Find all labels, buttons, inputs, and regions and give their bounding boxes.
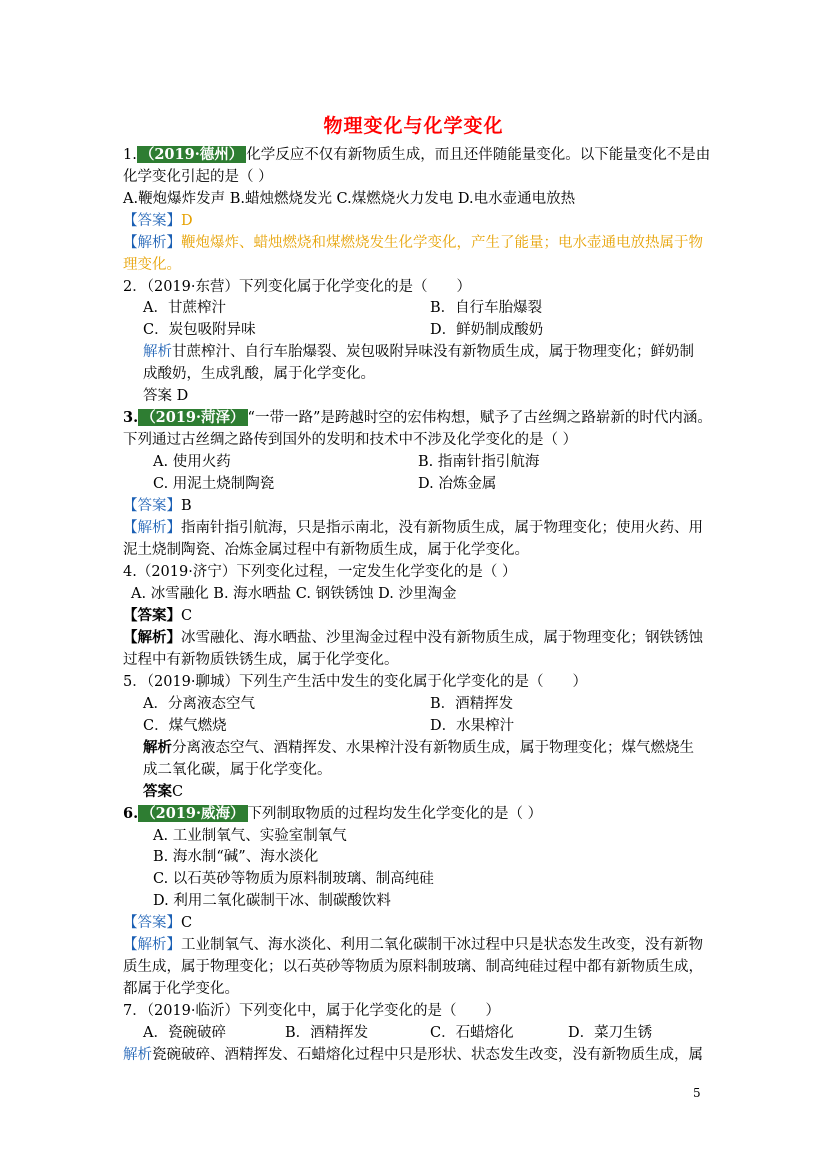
q6-analysis-line1	[123, 935, 703, 955]
q3-analysis-text: 指南针指引航海，只是指示南北，没有新物质生成，属于物理变化；使用火药、用	[181, 520, 703, 536]
q7-analysis-label: 解析	[123, 1047, 152, 1063]
page-number: 5	[693, 1086, 701, 1100]
q4-answer	[123, 606, 192, 626]
q3-option-b: B. 指南针指引航海	[418, 454, 540, 470]
q7-option-a: A．瓷碗破碎	[143, 1025, 226, 1041]
q4-analysis-text: 冰雪融化、海水晒盐、沙里淘金过程中没有新物质生成，属于物理变化；钢铁锈蚀	[181, 630, 703, 646]
q7-analysis-text: 瓷碗破碎、酒精挥发、石蜡熔化过程中只是形状、状态发生改变，没有新物质生成，属	[152, 1047, 703, 1063]
q6-answer-label: 【答案】	[123, 915, 181, 931]
q5-answer-label: 答案	[143, 783, 172, 800]
q3-number: 3.	[123, 409, 139, 426]
q1-answer	[123, 211, 193, 231]
q5-analysis-line2: 成二氧化碳，属于化学变化。	[143, 762, 332, 778]
q6-stem	[123, 804, 542, 824]
q2-analysis-text: 甘蔗榨汁、自行车胎爆裂、炭包吸附异味没有新物质生成，属于物理变化；鲜奶制	[172, 344, 694, 360]
q3-analysis-label: 【解析】	[123, 520, 181, 536]
q6-option-c: C. 以石英砂等物质为原料制玻璃、制高纯硅	[153, 871, 434, 887]
q5-option-a: A．分离液态空气	[143, 696, 255, 712]
q3-analysis-line2: 泥土烧制陶瓷、冶炼金属过程中有新物质生成，属于化学变化。	[123, 542, 529, 558]
q2-answer: 答案 D	[143, 388, 189, 404]
q4-answer-value: C	[181, 608, 193, 624]
q7-option-c: C．石蜡熔化	[430, 1025, 514, 1041]
q2-analysis-label: 解析	[143, 344, 172, 360]
q3-answer	[123, 496, 192, 516]
q3-option-a: A. 使用火药	[153, 454, 231, 470]
q5-analysis-label: 解析	[143, 739, 172, 756]
q6-source-tag: （2019·威海）	[138, 805, 247, 822]
q1-stem-line1	[123, 145, 710, 165]
q3-answer-value: B	[181, 498, 192, 514]
q4-analysis-line2: 过程中有新物质铁锈生成，属于化学变化。	[123, 652, 399, 668]
q6-number: 6.	[123, 805, 139, 822]
q4-options: A. 冰雪融化 B. 海水晒盐 C. 钢铁锈蚀 D. 沙里淘金	[131, 586, 457, 602]
q1-answer-value: D	[181, 213, 193, 229]
q6-answer-value: C	[181, 915, 193, 931]
q4-stem: 4.（2019·济宁）下列变化过程，一定发生化学变化的是（ ）	[123, 564, 517, 580]
q1-stem-line2: 化学变化引起的是（ ）	[123, 169, 273, 185]
q6-analysis-text: 工业制氧气、海水淡化、利用二氧化碳制干冰过程中只是状态发生改变，没有新物	[181, 937, 703, 953]
q1-answer-label: 【答案】	[123, 213, 181, 229]
q1-analysis-text: 鞭炮爆炸、蜡烛燃烧和煤燃烧发生化学变化，产生了能量；电水壶通电放热属于物	[181, 235, 703, 251]
q2-analysis-line1	[143, 342, 694, 362]
q3-option-c: C. 用泥土烧制陶瓷	[153, 476, 275, 492]
q5-option-c: C．煤气燃烧	[143, 718, 227, 734]
q3-analysis-line1	[123, 518, 703, 538]
q3-stem-line2: 下列通过古丝绸之路传到国外的发明和技术中不涉及化学变化的是（ ）	[123, 432, 578, 448]
q1-analysis-line1	[123, 233, 703, 253]
q2-option-d: D．鲜奶制成酸奶	[430, 322, 544, 338]
q2-option-a: A．甘蔗榨汁	[143, 300, 226, 316]
q2-stem: 2．（2019·东营）下列变化属于化学变化的是（ ）	[123, 279, 471, 295]
q5-analysis-text: 分离液态空气、酒精挥发、水果榨汁没有新物质生成，属于物理变化；煤气燃烧生	[172, 740, 694, 756]
q7-analysis-line1	[123, 1045, 703, 1065]
q6-option-d: D. 利用二氧化碳制干冰、制碳酸饮料	[153, 893, 391, 909]
q6-analysis-line3: 都属于化学变化。	[123, 981, 239, 997]
q1-analysis-line2: 理变化。	[123, 257, 181, 273]
q4-analysis-label: 【解析】	[123, 629, 181, 646]
q6-option-b: B. 海水制“碱”、海水淡化	[153, 849, 319, 865]
q5-option-d: D．水果榨汁	[430, 718, 515, 734]
q2-analysis-line2: 成酸奶，生成乳酸，属于化学变化。	[143, 366, 375, 382]
q6-stem-text: 下列制取物质的过程均发生化学变化的是（ ）	[247, 806, 543, 822]
q1-stem-text: 化学反应不仅有新物质生成，而且还伴随能量变化。以下能量变化不是由	[246, 147, 711, 163]
q5-stem: 5．（2019·聊城）下列生产生活中发生的变化属于化学变化的是（ ）	[123, 674, 587, 690]
q5-analysis-line1	[143, 738, 694, 758]
q1-analysis-label: 【解析】	[123, 235, 181, 251]
q2-option-c: C．炭包吸附异味	[143, 322, 256, 338]
q3-stem-text: “一带一路”是跨越时空的宏伟构想，赋予了古丝绸之路崭新的时代内涵。	[247, 410, 712, 426]
q6-answer	[123, 913, 192, 933]
q7-stem: 7．（2019·临沂）下列变化中，属于化学变化的是（ ）	[123, 1003, 500, 1019]
q1-source-tag: （2019·德州）	[137, 146, 246, 163]
q1-number: 1.	[123, 147, 137, 163]
q4-analysis-line1	[123, 628, 703, 648]
q1-options: A.鞭炮爆炸发声 B.蜡烛燃烧发光 C.煤燃烧火力发电 D.电水壶通电放热	[123, 191, 576, 207]
q5-answer	[143, 782, 183, 802]
q5-option-b: B．酒精挥发	[430, 696, 514, 712]
q6-analysis-label: 【解析】	[123, 937, 181, 953]
q3-source-tag: （2019·菏泽）	[138, 409, 247, 426]
q5-answer-value: C	[172, 784, 184, 800]
q4-answer-label: 【答案】	[123, 607, 181, 624]
q3-answer-label: 【答案】	[123, 498, 181, 514]
q6-option-a: A. 工业制氧气、实验室制氧气	[153, 828, 347, 844]
q3-stem-line1	[123, 408, 712, 428]
q7-option-d: D．菜刀生锈	[568, 1025, 653, 1041]
page-title: 物理变化与化学变化	[323, 115, 504, 137]
q7-option-b: B．酒精挥发	[285, 1025, 369, 1041]
q2-option-b: B．自行车胎爆裂	[430, 300, 543, 316]
q6-analysis-line2: 质生成，属于物理变化；以石英砂等物质为原料制玻璃、制高纯硅过程中都有新物质生成，	[123, 959, 703, 975]
q3-option-d: D. 冶炼金属	[418, 476, 497, 492]
